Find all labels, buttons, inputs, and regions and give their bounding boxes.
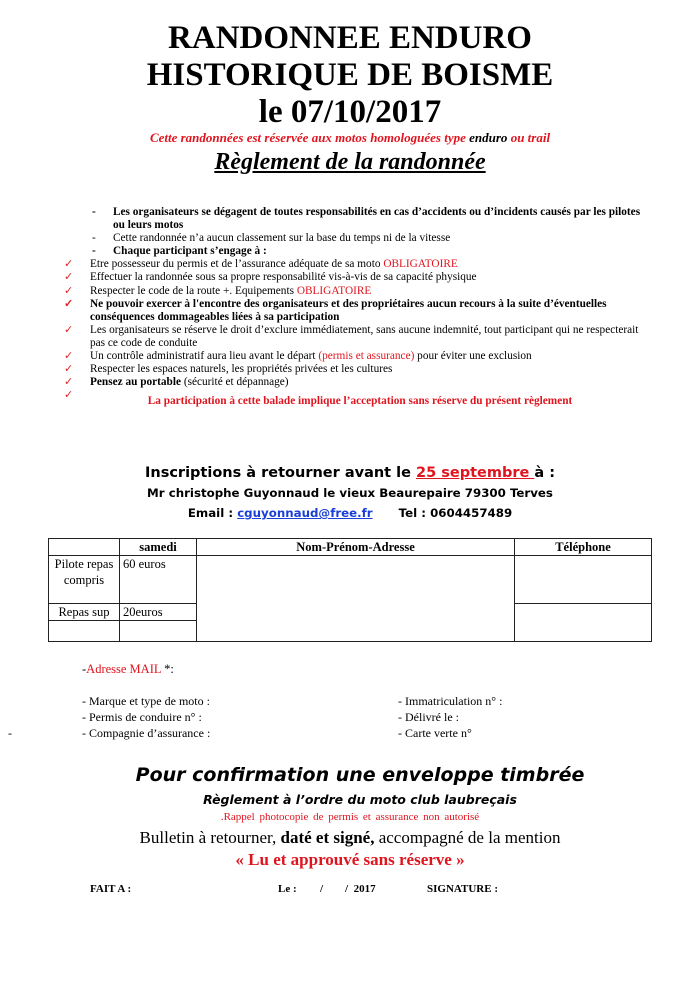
subtitle-part-1: Cette randonnées est réservée aux motos homologuées type [149,130,470,145]
subtitle-part-2: enduro [469,130,508,145]
rule-check-item: ✓ Ne pouvoir exercer à l'encontre des organisateurs et des propriétaires aucun recours à la suite d’éventuelles conséquences dommageables liées à sa participation [64,297,607,323]
event-date: le 07/10/2017 [258,94,442,130]
contact-line: Email : cguyonnaud@free.fr Tel : 0604457489 [187,506,513,520]
name-address-field[interactable] [197,556,515,642]
checkmark-icon: ✓ [64,363,74,376]
table-header-empty [49,539,120,556]
row-price: 60 euros [120,556,197,604]
place-field[interactable]: FAIT A : [90,883,132,895]
payment-order: Règlement à l’ordre du moto club laubreçais [203,792,517,807]
rule-check-item: ✓ Pensez au portable (sécurité et dépannage) [64,376,289,389]
rule-check-item: ✓ Un contrôle administratif aura lieu avant le départ (permis et assurance) pour éviter une exclusion [64,350,532,363]
inscription-deadline: Inscriptions à retourner avant le 25 septembre à : [144,465,556,481]
registration-number-field[interactable]: - Immatriculation n° : [398,694,503,708]
rule-dash-item: - Les organisateurs se dégagent de toutes responsabilités en cas d’accidents ou d’incidents causés par les pilotes ou leurs motos [92,206,641,232]
table-header-phone: Téléphone [515,539,652,556]
subtitle-part-3: ou trail [507,130,551,145]
green-card-field[interactable]: - Carte verte n° [398,726,472,740]
phone-field[interactable] [515,604,652,642]
contact-phone: Tel : 0604457489 [398,506,513,520]
checkmark-icon: ✓ [64,323,74,336]
checkmark-icon: ✓ [64,271,74,284]
dash-bullet-icon: - [92,245,96,258]
row-label: Repas sup [49,604,120,621]
checkmark-icon: ✓ [64,350,74,363]
row-label: Pilote repas compris [49,556,120,604]
checkmark-icon: ✓ [64,284,74,297]
reglement-title: Règlement de la randonnée [214,149,486,175]
rules-list [0,206,700,408]
email-address-field[interactable]: -Adresse MAIL *: [82,662,174,676]
bulletin-instructions: Bulletin à retourner, daté et signé, accompagné de la mention [139,828,561,847]
title-line-1: RANDONNEE ENDURO [168,20,532,56]
acceptance-notice: La participation à cette balade implique l’acceptation sans réserve du présent règlement [147,395,573,408]
table-header-name: Nom-Prénom-Adresse [197,539,515,556]
signature-field[interactable]: SIGNATURE : [427,883,499,895]
stray-dash: - [8,726,12,740]
rule-check-item: ✓ Les organisateurs se réserve le droit d’exclure immédiatement, sans aucune indemnité, tout participant qui ne respecterait pas ce code de conduite [64,323,639,349]
date-label: Le : [278,883,297,895]
subtitle [0,130,700,146]
deadline-date: 25 septembre [416,465,535,481]
checkmark-icon: ✓ [64,297,74,310]
contact-address: Mr christophe Guyonnaud le vieux Beaurepaire 79300 Terves [147,486,553,500]
license-number-field[interactable]: - Permis de conduire n° : [82,710,202,724]
issued-date-field[interactable]: - Délivré le : [398,710,459,724]
insurance-company-field[interactable]: - Compagnie d’assurance : [82,726,211,740]
rule-check-item: ✓ Respecter les espaces naturels, les propriétés privées et les cultures [64,363,393,376]
table-row [49,556,652,604]
email-address-label: Adresse MAIL [86,662,162,676]
rule-check-item: ✓ Etre possesseur du permis et de l’assurance adéquate de sa moto OBLIGATOIRE [64,258,458,271]
confirmation-heading: Pour confirmation une enveloppe timbrée [135,764,585,786]
checkmark-icon: ✓ [64,389,74,402]
row-price: 20euros [120,604,197,621]
rule-check-item: ✓ Respecter le code de la route +. Equipements OBLIGATOIRE [64,284,372,297]
approval-mention: « Lu et approuvé sans réserve » [235,850,465,869]
dash-bullet-icon: - [92,206,96,218]
photocopy-reminder: .Rappel photocopie de permis et assurance non autorisé [220,811,480,823]
rule-dash-item: - Chaque participant s’engage à : [92,245,267,258]
table-header-samedi: samedi [120,539,197,556]
rule-check-item: ✓ Effectuer la randonnée sous sa propre responsabilité vis-à-vis de sa capacité physique [64,271,477,284]
email-link[interactable]: cguyonnaud@free.fr [237,506,373,520]
dash-bullet-icon: - [92,232,96,245]
rule-dash-item: - Cette randonnée n’a aucun classement sur la base du temps ni de la vitesse [92,232,451,245]
phone-field[interactable] [515,556,652,604]
table-header-row [49,539,652,556]
checkmark-icon: ✓ [64,376,74,389]
date-field[interactable]: / / 2017 [320,883,376,895]
row-label[interactable] [49,621,120,642]
title-line-2: HISTORIQUE DE BOISME [146,57,554,93]
moto-brand-field[interactable]: - Marque et type de moto : [82,694,210,708]
row-price[interactable] [120,621,197,642]
checkmark-icon: ✓ [64,258,74,271]
registration-table [48,538,652,642]
